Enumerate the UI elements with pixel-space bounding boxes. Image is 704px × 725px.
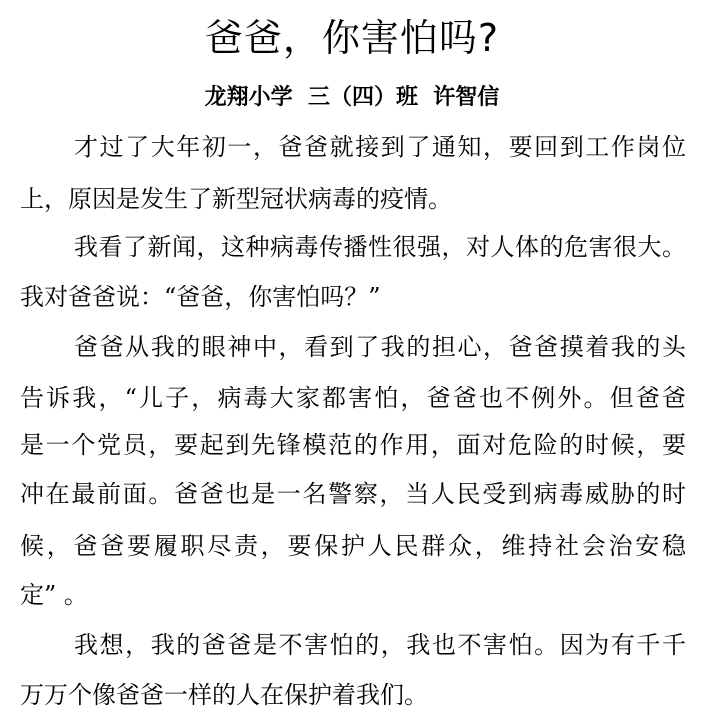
paragraph-4-line-2: 万万个像爸爸一样的人在保护着我们。 [20, 681, 428, 709]
essay-title: 爸爸，你害怕吗? [204, 16, 500, 60]
paragraph-3-line-6: 定” 。 [20, 581, 88, 609]
paragraph-2-line-2: 我对爸爸说：“爸爸，你害怕吗？” [20, 283, 381, 311]
paragraph-4-line-1: 我想，我的爸爸是不害怕的，我也不害怕。因为有千千 [74, 631, 686, 659]
paragraph-3-line-2: 告诉我，“儿子，病毒大家都害怕，爸爸也不例外。但爸爸 [20, 384, 686, 412]
paragraph-3-line-3: 是一个党员，要起到先锋模范的作用，面对危险的时候，要 [20, 431, 686, 459]
paragraph-3-line-1: 爸爸从我的眼神中，看到了我的担心，爸爸摸着我的头 [74, 333, 686, 361]
paragraph-3-line-5: 候，爸爸要履职尽责，要保护人民群众，维持社会治安稳 [20, 532, 686, 560]
paragraph-2-line-1: 我看了新闻，这种病毒传播性很强，对人体的危害很大。 [74, 233, 686, 261]
paragraph-1-line-1: 才过了大年初一，爸爸就接到了通知，要回到工作岗位 [74, 133, 686, 161]
author-line: 龙翔小学 三（四）班 许智信 [204, 84, 500, 110]
paragraph-1-line-2: 上，原因是发生了新型冠状病毒的疫情。 [20, 185, 452, 213]
paragraph-3-line-4: 冲在最前面。爸爸也是一名警察，当人民受到病毒威胁的时 [20, 480, 686, 508]
